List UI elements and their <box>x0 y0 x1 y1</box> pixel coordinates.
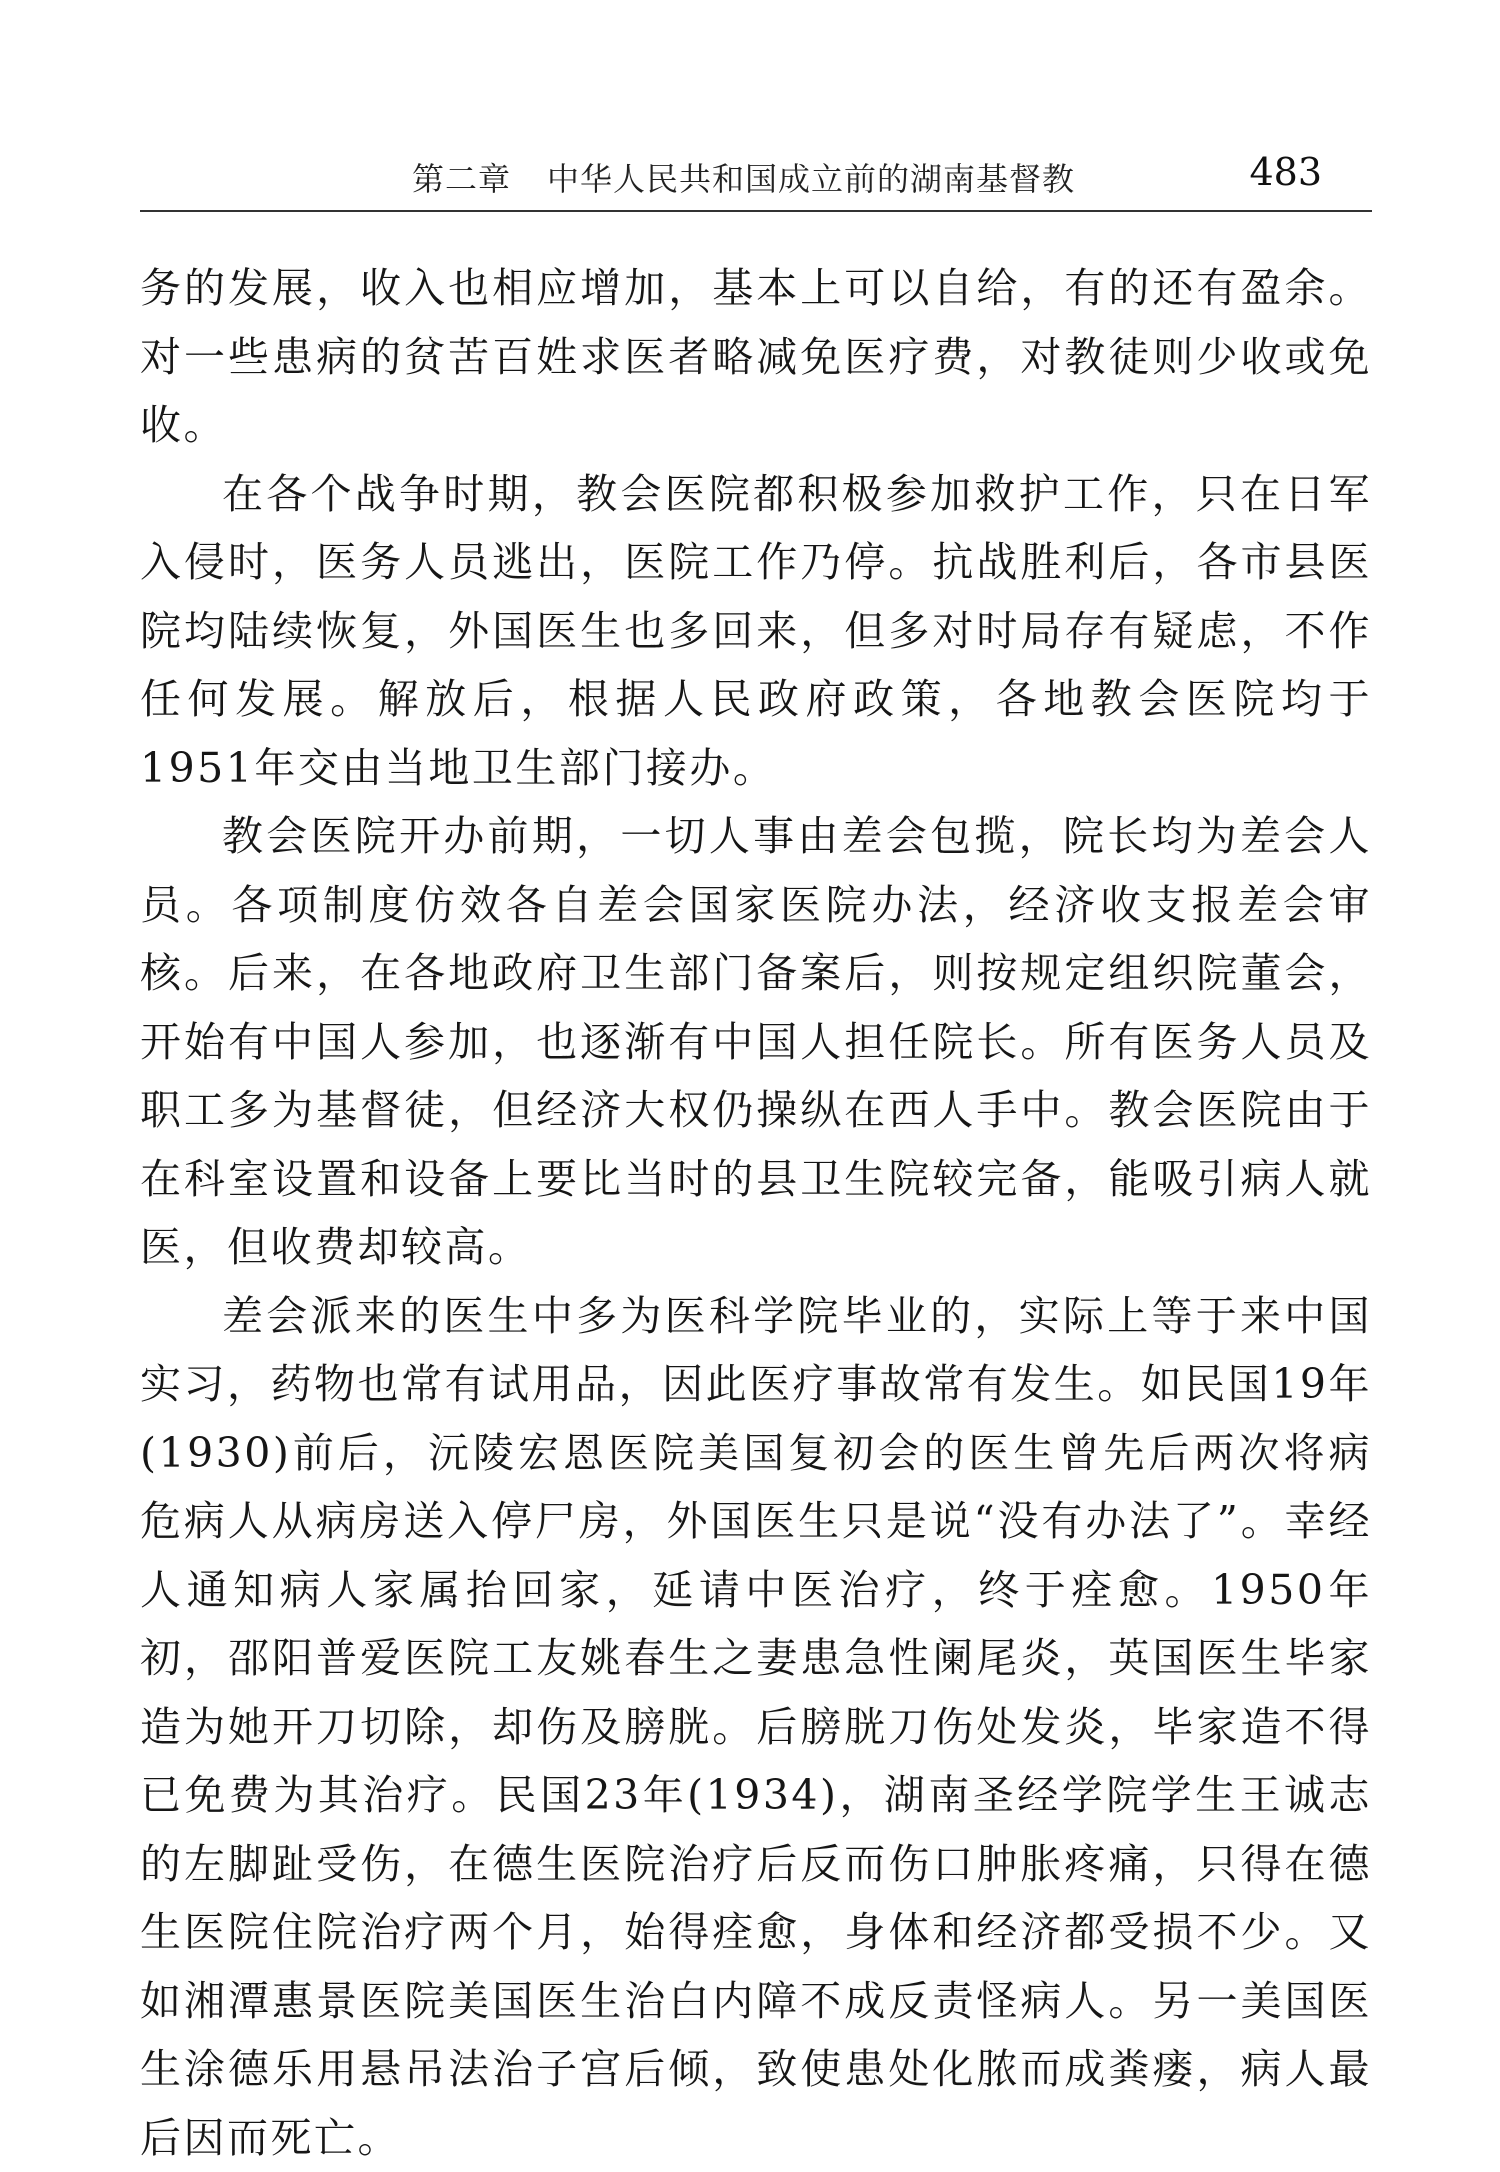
chapter-number: 第二章 <box>412 160 511 198</box>
body-text <box>140 254 1372 2172</box>
page-number: 483 <box>1249 150 1322 194</box>
chapter-heading <box>412 154 1075 200</box>
paragraph: 教会医院开办前期，一切人事由差会包揽，院长均为差会人员。各项制度仿效各自差会国家医院办法，经济收支报差会审核。后来，在各地政府卫生部门备案后，则按规定组织院董会，开始有中国人参加，也逐渐有中国人担任院长。所有医务人员及职工多为基督徒，但经济大权仍操纵在西人手中。教会医院由于在科室设置和设备上要比当时的县卫生院较完备，能吸引病人就医，但收费却较高。 <box>140 802 1372 1282</box>
running-header <box>140 148 1372 198</box>
paragraph: 在各个战争时期，教会医院都积极参加救护工作，只在日军入侵时，医务人员逃出，医院工作乃停。抗战胜利后，各市县医院均陆续恢复，外国医生也多回来，但多对时局存有疑虑，不作任何发展。解放后，根据人民政府政策，各地教会医院均于1951年交由当地卫生部门接办。 <box>140 460 1372 803</box>
chapter-title: 中华人民共和国成立前的湖南基督教 <box>547 160 1075 198</box>
header-rule <box>140 210 1372 212</box>
paragraph: 差会派来的医生中多为医科学院毕业的，实际上等于来中国实习，药物也常有试用品，因此医疗事故常有发生。如民国19年(1930)前后，沅陵宏恩医院美国复初会的医生曾先后两次将病危病人从病房送入停尸房，外国医生只是说“没有办法了”。幸经人通知病人家属抬回家，延请中医治疗，终于痊愈。1950年初，邵阳普爱医院工友姚春生之妻患急性阑尾炎，英国医生毕家造为她开刀切除，却伤及膀胱。后膀胱刀伤处发炎，毕家造不得已免费为其治疗。民国23年(1934)，湖南圣经学院学生王诚志的左脚趾受伤，在德生医院治疗后反而伤口肿胀疼痛，只得在德生医院住院治疗两个月，始得痊愈，身体和经济都受损不少。又如湘潭惠景医院美国医生治白内障不成反责怪病人。另一美国医生涂德乐用悬吊法治子宫后倾，致使患处化脓而成粪瘘，病人最后因而死亡。 <box>140 1282 1372 2172</box>
paragraph: 务的发展，收入也相应增加，基本上可以自给，有的还有盈余。对一些患病的贫苦百姓求医者略减免医疗费，对教徒则少收或免收。 <box>140 254 1372 460</box>
